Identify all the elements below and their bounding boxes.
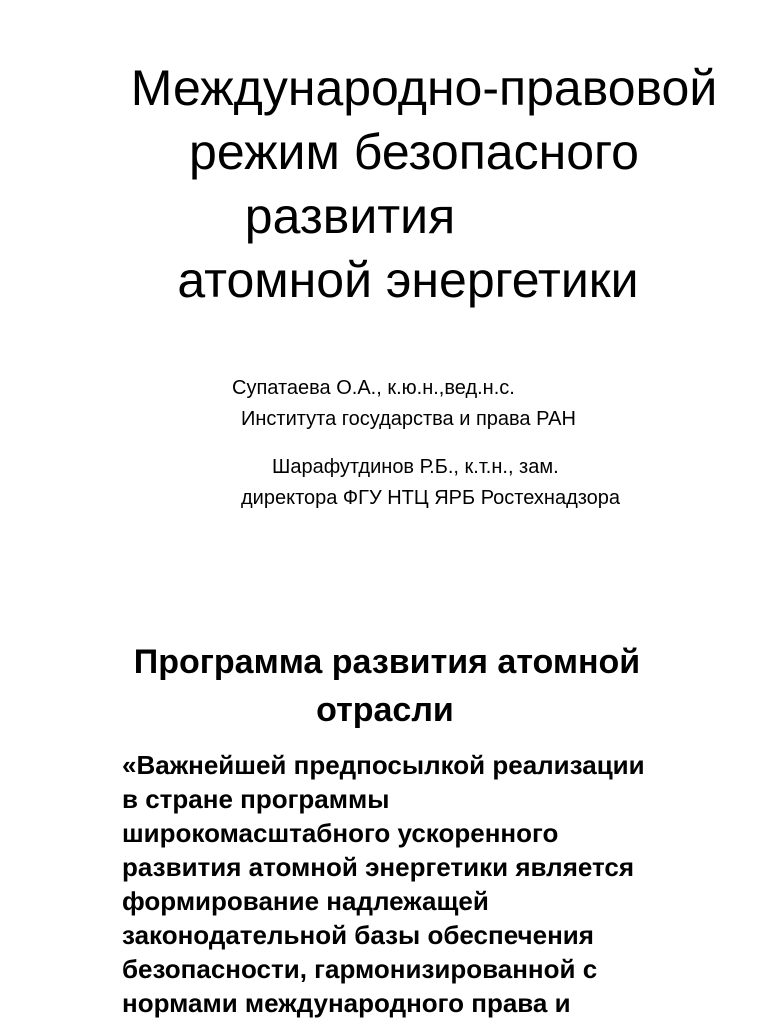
author-name: Шарафутдинов Р.Б., к.т.н., зам. — [272, 456, 559, 478]
quote-line: развития атомной энергетики является — [122, 852, 635, 882]
quote-line: формирование надлежащей — [122, 886, 489, 916]
quote-line: «Важнейшей предпосылкой реализации — [122, 750, 645, 780]
quote-block — [122, 748, 762, 1020]
author-affiliation: Института государства и права РАН — [241, 408, 576, 430]
section-title-line: отрасли — [316, 691, 454, 729]
quote-line: в стране программы — [122, 784, 390, 814]
author-affiliation: директора ФГУ НТЦ ЯРБ Ростехнадзора — [241, 487, 621, 509]
quote-line: нормами международного права и — [122, 988, 571, 1018]
slide-title-line: развития — [244, 188, 456, 244]
section-title — [60, 638, 710, 734]
author-sharafutdinov — [241, 452, 621, 514]
author-supataeva — [232, 373, 576, 435]
slide-title-line: режим безопасного — [189, 124, 639, 180]
quote-line: законодательной базы обеспечения — [122, 920, 594, 950]
slide-title-line: Международно-правовой — [130, 60, 718, 116]
quote-line: широкомасштабного ускоренного — [122, 818, 559, 848]
quote-line: безопасности, гармонизированной с — [122, 954, 598, 984]
section-title-line: Программа развития атомной — [133, 643, 641, 681]
author-name: Супатаева О.А., к.ю.н.,вед.н.с. — [232, 377, 515, 399]
slide-title-line: атомной энергетики — [177, 252, 639, 308]
slide-title — [60, 56, 760, 312]
